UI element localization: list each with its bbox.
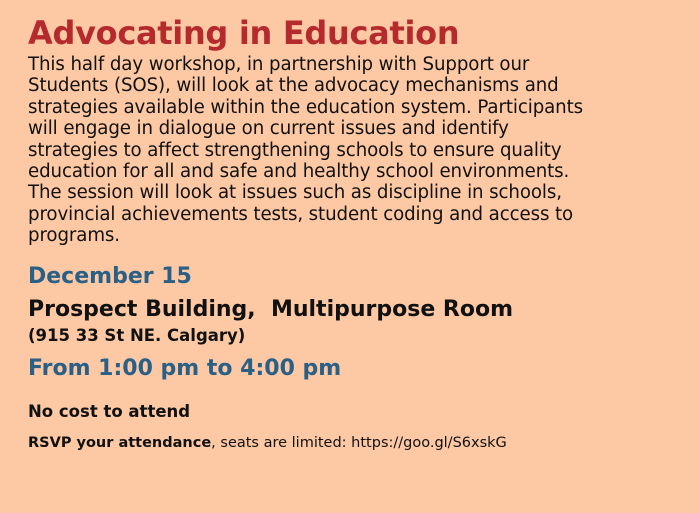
workshop-description: This half day workshop, in partnership with Support our Students (SOS), will look at the advocacy mechanisms and strategies available within the education system. Participants will engage in dialogue on current issues and identify strategies to affect strengthening schools to ensure quality education for all and safe and healthy school environments. The session will look at issues such as discipline in schools, provincial achievements tests, student coding and access to programs. — [28, 54, 584, 247]
event-time: From 1:00 pm to 4:00 pm — [28, 355, 342, 381]
event-date: December 15 — [28, 263, 192, 289]
rsvp-line — [28, 433, 673, 453]
event-address: (915 33 St NE. Calgary) — [28, 325, 246, 345]
event-venue: Prospect Building, Multipurpose Room — [28, 296, 513, 322]
rsvp-label: RSVP your attendance — [28, 434, 212, 451]
page-title: Advocating in Education — [28, 14, 460, 52]
rsvp-details: , seats are limited: https://goo.gl/S6xskG — [211, 434, 507, 451]
event-cost: No cost to attend — [28, 401, 191, 421]
